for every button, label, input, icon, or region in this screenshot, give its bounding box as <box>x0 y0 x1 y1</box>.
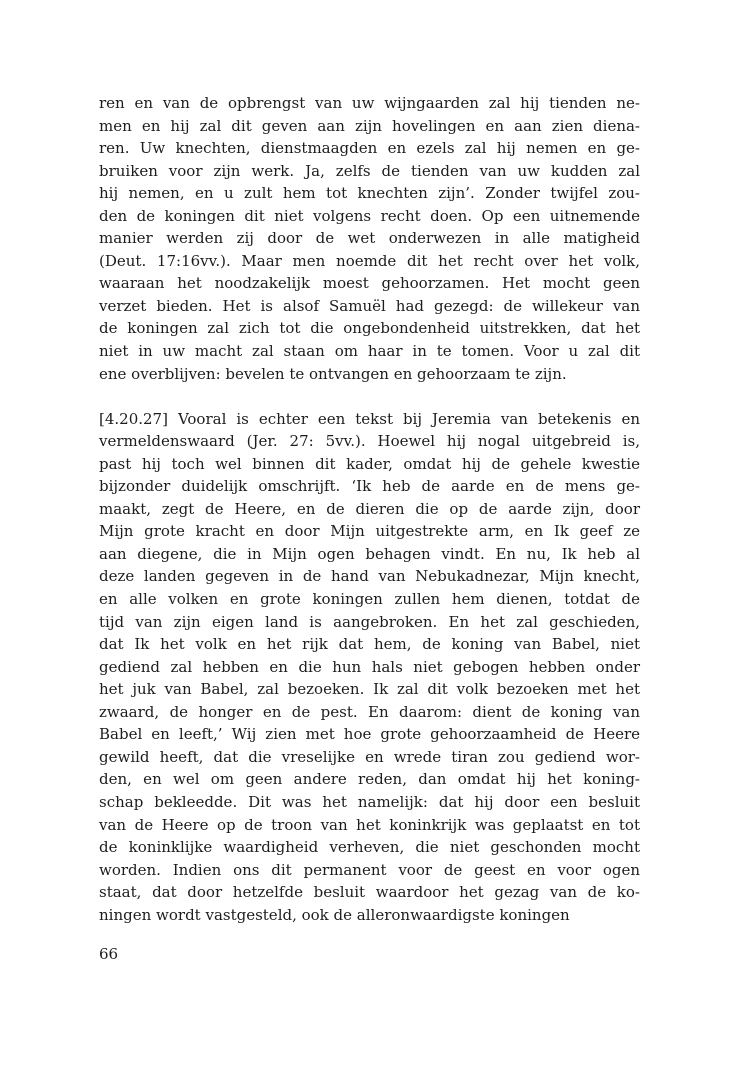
text-line: Mijn grote kracht en door Mijn uitgestrekte arm, en Ik geef ze <box>99 522 640 541</box>
text-line: gewild heeft, dat die vreselijke en wrede tiran zou gediend wor- <box>99 747 640 766</box>
text-line: staat, dat door hetzelfde besluit waardoor het gezag van de ko- <box>99 883 640 902</box>
text-line: de koningen zal zich tot die ongebondenheid uitstrekken, dat het <box>99 319 640 338</box>
text-line: [4.20.27] Vooral is echter een tekst bij Jeremia van betekenis en <box>99 409 640 428</box>
page-number: 66 <box>99 945 119 963</box>
text-line: worden. Indien ons dit permanent voor de geest en voor ogen <box>99 860 640 879</box>
text-block <box>99 92 640 926</box>
text-line: ene overblijven: bevelen te ontvangen en gehoorzaam te zijn. <box>99 364 567 383</box>
text-line: (Deut. 17:16vv.). Maar men noemde dit het recht over het volk, <box>99 251 640 270</box>
text-line: het juk van Babel, zal bezoeken. Ik zal dit volk bezoeken met het <box>99 680 640 699</box>
paragraph <box>99 92 640 385</box>
text-line: schap bekleedde. Dit was het namelijk: dat hij door een besluit <box>99 792 640 811</box>
text-line: past hij toch wel binnen dit kader, omdat hij de gehele kwestie <box>99 454 640 473</box>
text-line: den, en wel om geen andere reden, dan omdat hij het koning- <box>99 770 640 789</box>
text-line: manier werden zij door de wet onderwezen in alle matigheid <box>99 229 640 248</box>
text-line: de koninklijke waardigheid verheven, die niet geschonden mocht <box>99 838 640 857</box>
text-line: hij nemen, en u zult hem tot knechten zijn’. Zonder twijfel zou- <box>99 184 640 203</box>
text-line: ren en van de opbrengst van uw wijngaarden zal hij tienden ne- <box>99 94 640 112</box>
text-line: bruiken voor zijn werk. Ja, zelfs de tienden van uw kudden zal <box>99 161 640 180</box>
text-line: ningen wordt vastgesteld, ook de alleronwaardigste koningen <box>99 905 570 924</box>
text-line: men en hij zal dit geven aan zijn hovelingen en aan zien diena- <box>99 116 640 135</box>
text-line: tijd van zijn eigen land is aangebroken. En het zal geschieden, <box>99 612 640 631</box>
text-line: den de koningen dit niet volgens recht doen. Op een uitnemende <box>99 206 640 225</box>
text-line: maakt, zegt de Heere, en de dieren die op de aarde zijn, door <box>99 499 640 518</box>
text-line: vermeldenswaard (Jer. 27: 5vv.). Hoewel hij nogal uitgebreid is, <box>99 432 640 451</box>
paragraph <box>99 408 640 927</box>
text-line: aan diegene, die in Mijn ogen behagen vindt. En nu, Ik heb al <box>99 544 640 563</box>
text-line: van de Heere op de troon van het koninkrijk was geplaatst en tot <box>99 815 640 834</box>
text-line: gediend zal hebben en die hun hals niet gebogen hebben onder <box>99 657 640 676</box>
text-line: dat Ik het volk en het rijk dat hem, de koning van Babel, niet <box>99 635 640 654</box>
text-line: Babel en leeft,’ Wij zien met hoe grote gehoorzaamheid de Heere <box>99 725 640 744</box>
text-line: deze landen gegeven in de hand van Nebukadnezar, Mijn knecht, <box>99 567 640 586</box>
text-line: verzet bieden. Het is alsof Samuël had gezegd: de willekeur van <box>99 296 640 315</box>
text-line: en alle volken en grote koningen zullen hem dienen, totdat de <box>99 590 640 609</box>
text-line: waaraan het noodzakelijk moest gehoorzamen. Het mocht geen <box>99 274 640 293</box>
text-line: ren. Uw knechten, dienstmaagden en ezels zal hij nemen en ge- <box>99 139 640 158</box>
text-line: zwaard, de honger en de pest. En daarom: dient de koning van <box>99 702 640 721</box>
text-line: niet in uw macht zal staan om haar in te tomen. Voor u zal dit <box>99 342 640 361</box>
text-line: bijzonder duidelijk omschrijft. ‘Ik heb de aarde en de mens ge- <box>99 477 640 496</box>
